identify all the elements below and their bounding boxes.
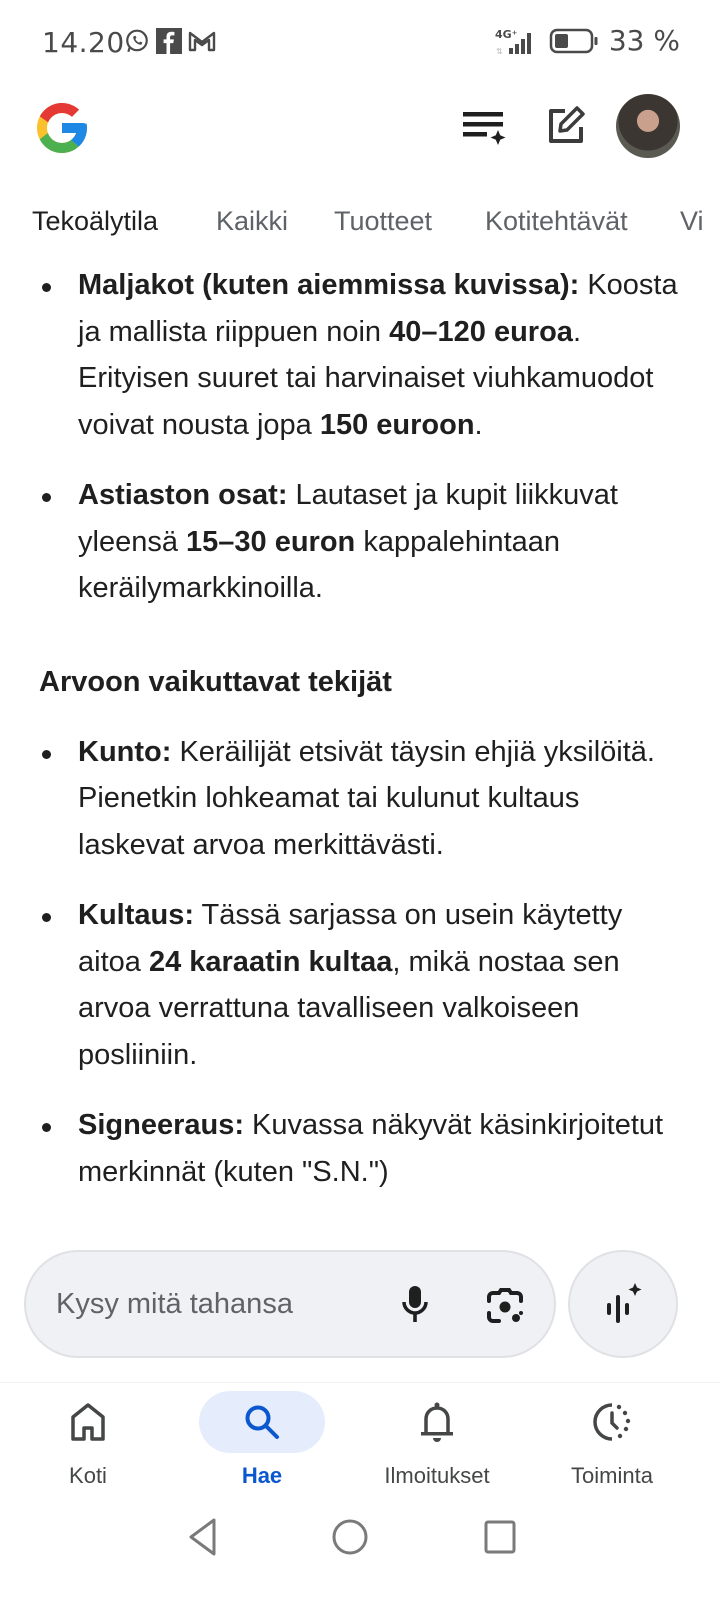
- header-actions: [452, 94, 680, 158]
- battery-percent: 33 %: [608, 24, 680, 57]
- search-mode-tabs: [0, 206, 720, 250]
- bold-text: 24 karaatin kultaa: [148, 945, 393, 978]
- text: kappalehintaan keräilymarkkinoilla.: [78, 525, 561, 604]
- bullet-signeeraus: [0, 1102, 720, 1195]
- voice-search-button[interactable]: [390, 1280, 440, 1330]
- factors-list: [0, 729, 720, 1196]
- text: Kuvassa näkyvät käsinkirjoitetut merkinnät (kuten "S.N."): [78, 1109, 664, 1188]
- tab-kaikki[interactable]: Kaikki: [216, 206, 289, 236]
- lens-button[interactable]: [478, 1280, 532, 1334]
- system-navigation-bar: [0, 1500, 720, 1610]
- profile-avatar[interactable]: [616, 94, 680, 158]
- svg-text:⇅: ⇅: [495, 46, 503, 56]
- bottom-navigation: [0, 1382, 720, 1500]
- facebook-icon: [156, 28, 182, 54]
- list-sparkle-icon: [461, 106, 507, 146]
- status-right: [495, 24, 680, 57]
- tab-more[interactable]: Vi: [680, 206, 704, 236]
- nav-label: Koti: [69, 1463, 107, 1488]
- system-back-button[interactable]: [178, 1512, 228, 1562]
- ai-answer-content: [0, 262, 720, 1230]
- nav-item-koti[interactable]: [13, 1391, 163, 1501]
- text: Keräilijät etsivät täysin ehjiä yksilöitä. Pienetkin lohkeamat tai kulunut kultaus laskevat arvoa merkittävästi.: [78, 735, 655, 861]
- google-g-logo[interactable]: [32, 98, 92, 158]
- ai-live-button[interactable]: [568, 1250, 678, 1358]
- text: , mikä nostaa sen arvoa verrattuna tavalliseen valkoiseen posliiniin.: [78, 945, 620, 1071]
- status-bar: [0, 0, 720, 84]
- bullet-kultaus: [0, 892, 720, 1078]
- system-home-button[interactable]: [325, 1512, 375, 1562]
- mic-icon: [400, 1284, 430, 1326]
- text: Koosta ja mallista riippuen noin: [78, 269, 678, 348]
- nav-item-hae[interactable]: [187, 1391, 337, 1501]
- nav-item-toiminta[interactable]: [537, 1391, 687, 1501]
- nav-label: Toiminta: [571, 1463, 653, 1488]
- google-lens-icon: [485, 1287, 525, 1327]
- whatsapp-icon: [124, 28, 150, 54]
- status-time: 14.20: [42, 26, 125, 59]
- tab-tuotteet[interactable]: Tuotteet: [334, 206, 433, 236]
- live-audio-sparkle-icon: [603, 1281, 643, 1327]
- text: . Erityisen suuret tai harvinaiset viuhkamuodot voivat nousta jopa: [78, 315, 654, 441]
- search-area: [0, 1250, 720, 1362]
- price-list: [0, 262, 720, 612]
- signal-4g-icon: [495, 26, 539, 56]
- nav-label: Hae: [241, 1463, 283, 1488]
- activity-history-icon: [592, 1401, 632, 1443]
- search-placeholder: Kysy mitä tahansa: [56, 1288, 293, 1320]
- tab-tekoalytila[interactable]: Tekoälytila: [32, 206, 159, 236]
- recents-square-icon: [482, 1518, 518, 1556]
- home-icon: [70, 1402, 106, 1442]
- text: .: [474, 408, 483, 441]
- nav-item-ilmoitukset[interactable]: [362, 1391, 512, 1501]
- battery-icon: [549, 28, 599, 54]
- back-triangle-icon: [186, 1517, 220, 1557]
- bold-text: 15–30 euron: [186, 525, 356, 558]
- bullet-kunto: [0, 729, 720, 869]
- bell-icon: [419, 1401, 455, 1443]
- section-heading: Arvoon vaikuttavat tekijät: [39, 665, 392, 698]
- bold-text: Kultaus:: [78, 899, 194, 931]
- bold-text: Signeeraus:: [78, 1109, 244, 1141]
- search-input[interactable]: [24, 1250, 556, 1358]
- bold-text: 40–120 euroa: [389, 315, 573, 348]
- edit-icon: [545, 105, 587, 147]
- bullet-astiaston-osat: [0, 472, 720, 612]
- search-icon: [243, 1403, 281, 1441]
- bold-text: Astiaston osat:: [78, 479, 288, 511]
- gmail-icon: [188, 29, 216, 53]
- history-button[interactable]: [452, 94, 516, 158]
- bullet-maljakot: [0, 262, 720, 448]
- app-header: [0, 90, 720, 170]
- nav-label: Ilmoitukset: [384, 1463, 490, 1488]
- tab-kotitehtavat[interactable]: Kotitehtävät: [485, 206, 628, 236]
- system-recents-button[interactable]: [475, 1512, 525, 1562]
- svg-text:4G⁺: 4G⁺: [494, 27, 518, 41]
- text: Tässä sarjassa on usein käytetty aitoa: [78, 899, 623, 978]
- bold-text: Kunto:: [78, 735, 172, 768]
- bold-text: Maljakot (kuten aiemmissa kuvissa):: [78, 269, 580, 301]
- text: Lautaset ja kupit liikkuvat yleensä: [78, 479, 618, 558]
- new-chat-button[interactable]: [534, 94, 598, 158]
- home-circle-icon: [330, 1517, 370, 1557]
- notification-icons: [124, 28, 216, 54]
- bold-text: 150 euroon: [319, 408, 475, 441]
